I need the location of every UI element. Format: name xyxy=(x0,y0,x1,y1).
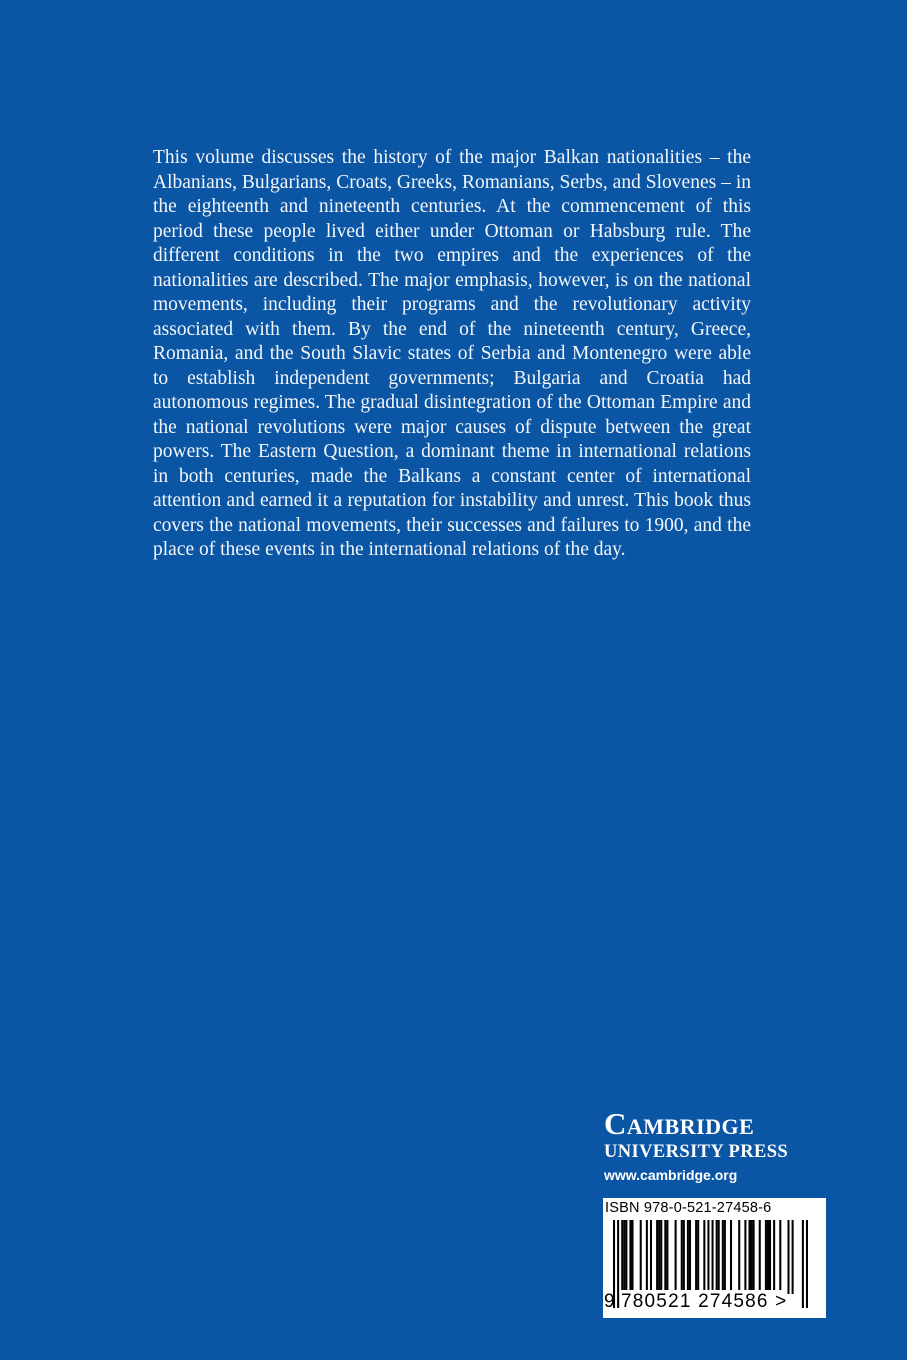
barcode-bar xyxy=(759,1220,761,1294)
barcode-bar xyxy=(787,1220,789,1294)
barcode-bar xyxy=(722,1220,724,1294)
barcode-bar xyxy=(697,1220,699,1294)
barcode-bar xyxy=(683,1220,685,1294)
barcode-bar xyxy=(621,1220,623,1294)
barcode-bar xyxy=(716,1220,718,1294)
barcode-bar xyxy=(658,1220,660,1294)
barcode-bar xyxy=(724,1220,726,1294)
barcode-bar xyxy=(769,1220,771,1294)
barcode-bar xyxy=(748,1220,750,1294)
barcode-bar xyxy=(806,1220,808,1308)
barcode-bar xyxy=(767,1220,769,1294)
isbn-label: ISBN 978-0-521-27458-6 xyxy=(605,1200,772,1216)
barcode-bar xyxy=(718,1220,720,1294)
publisher-logo xyxy=(604,1106,828,1185)
barcode-bar xyxy=(792,1220,794,1294)
ean-digits: 780521 274586 > xyxy=(621,1291,788,1312)
barcode-bar xyxy=(744,1220,746,1294)
book-description: This volume discusses the history of the major Balkan nationalities – the Albanians, Bulgarians, Croats, Greeks, Romanians, Serbs, and Slovenes – in the eighteenth and nineteenth centuries. At the commencement of this period these people lived either under Ottoman or Habsburg rule. The different conditions in the two empires and the experiences of the nationalities are described. The major emphasis, however, is on the national movements, including their programs and the revolutionary activity associated with them. By the end of the nineteenth century, Greece, Romania, and the South Slavic states of Serbia and Montenegro were able to establish independent governments; Bulgaria and Croatia had autonomous regimes. The gradual disintegration of the Ottoman Empire and the national revolutions were major causes of dispute between the great powers. The Eastern Question, a dominant theme in international relations in both centuries, made the Balkans a constant center of international attention and earned it a reputation for instability and unrest. This book thus covers the national movements, their successes and failures to 1900, and the place of these events in the international relations of the day. xyxy=(153,147,751,560)
publisher-url: www.cambridge.org xyxy=(604,1167,738,1183)
barcode-bar xyxy=(646,1220,648,1294)
barcode-bar xyxy=(689,1220,691,1294)
barcode-bar xyxy=(730,1220,732,1294)
barcode-bar xyxy=(753,1220,755,1294)
barcode-bar xyxy=(660,1220,662,1294)
barcode-bar xyxy=(773,1220,775,1294)
barcode-bar xyxy=(640,1220,642,1294)
barcode-bar xyxy=(779,1220,781,1294)
ean-first-digit: 9 xyxy=(604,1291,615,1312)
barcode-bar xyxy=(656,1220,658,1294)
barcode-bar xyxy=(675,1220,677,1294)
barcode-bar xyxy=(681,1220,683,1294)
barcode-bar xyxy=(703,1220,705,1294)
barcode-bar xyxy=(625,1220,627,1294)
barcode-bar xyxy=(802,1220,804,1308)
barcode-bar xyxy=(623,1220,625,1294)
barcode-bar xyxy=(695,1220,697,1294)
publisher-subtitle: UNIVERSITY PRESS xyxy=(604,1142,789,1162)
barcode-bar xyxy=(687,1220,689,1294)
barcode-bar xyxy=(765,1220,767,1294)
barcode-bar xyxy=(629,1220,631,1294)
barcode-bar xyxy=(751,1220,753,1294)
barcode-bar xyxy=(650,1220,652,1294)
barcode-bar xyxy=(631,1220,633,1294)
barcode-bar xyxy=(738,1220,740,1294)
publisher-name: Cambridge xyxy=(604,1106,755,1141)
barcode-bar xyxy=(664,1220,666,1294)
barcode-panel xyxy=(603,1198,826,1318)
barcode-bar xyxy=(666,1220,668,1294)
barcode-bar xyxy=(617,1220,619,1308)
